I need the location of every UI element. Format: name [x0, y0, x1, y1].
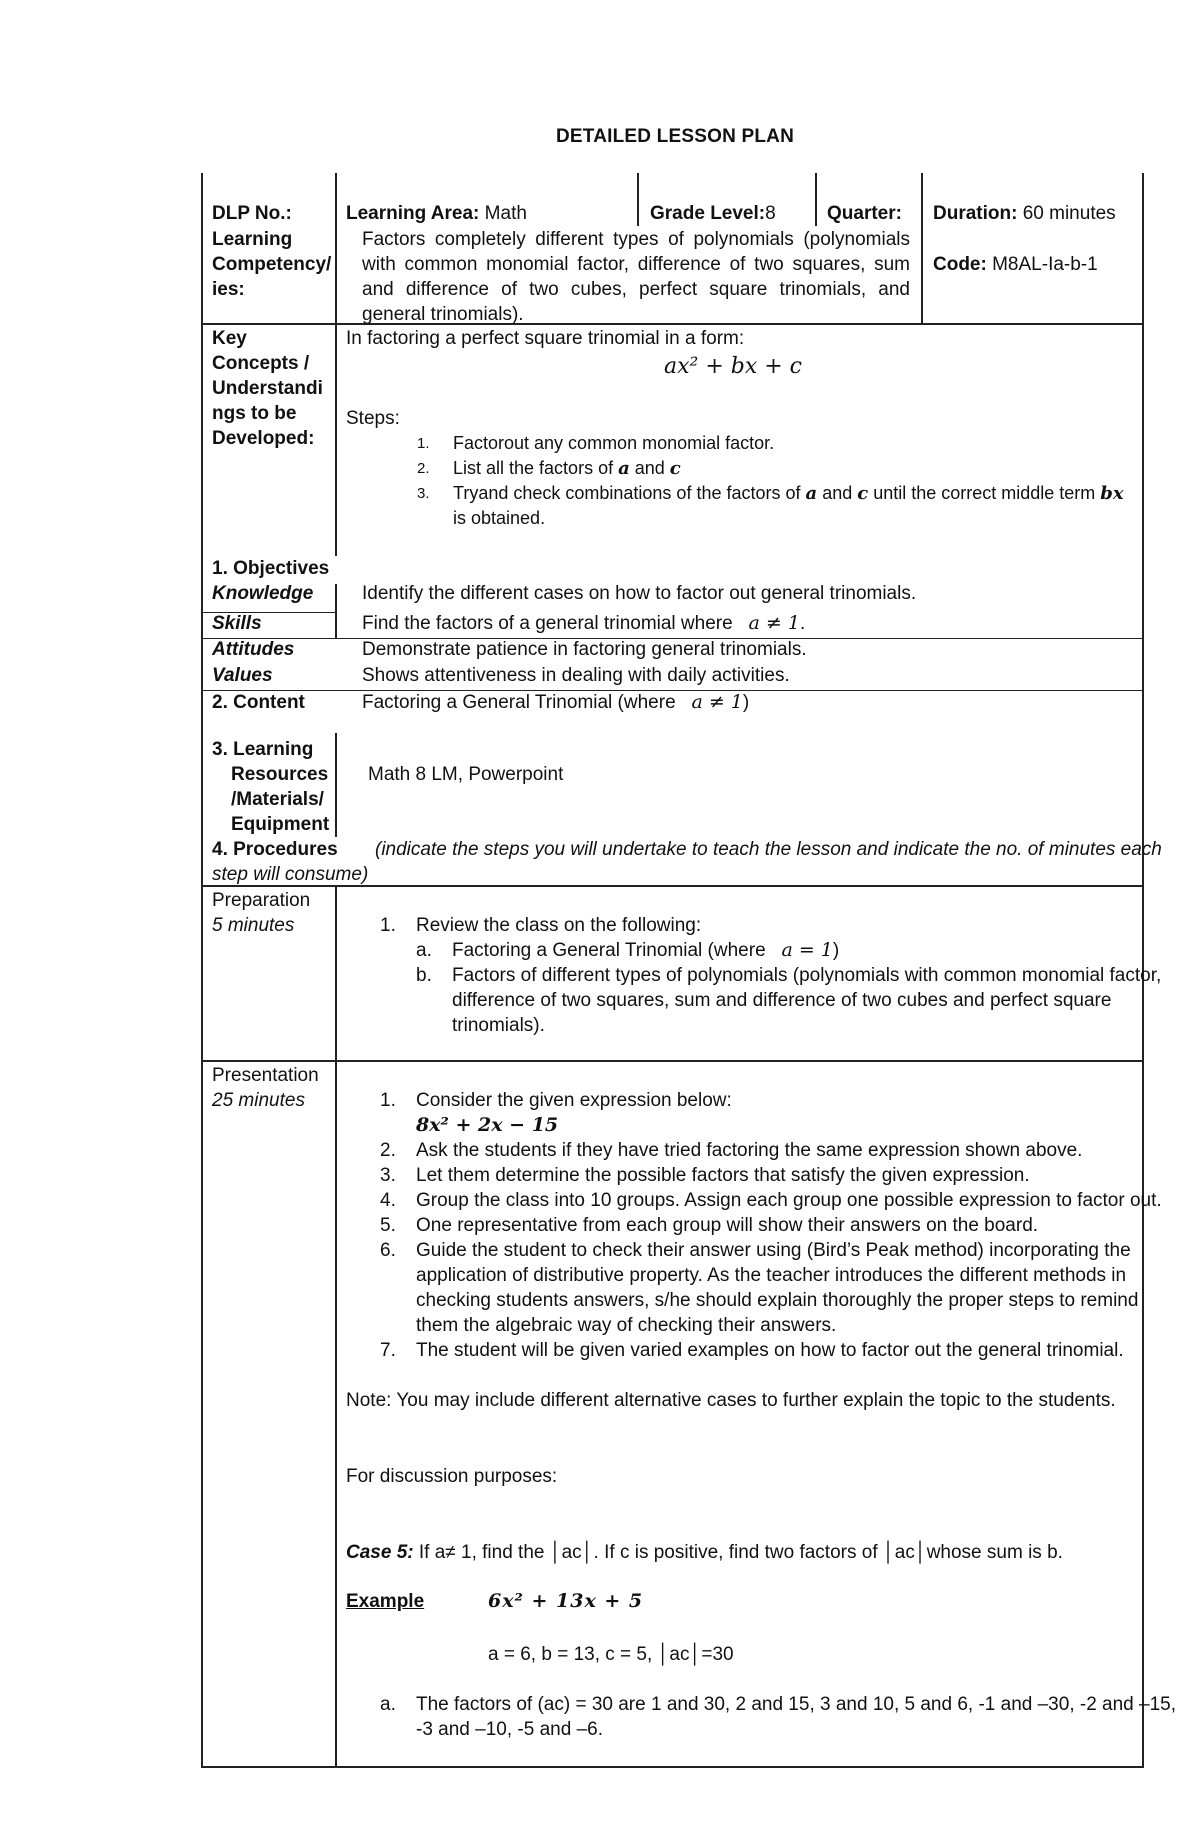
discussion-label: For discussion purposes:	[346, 1466, 558, 1487]
duration-label: Duration:	[933, 203, 1018, 224]
key-concepts-formula: ax² + bx + c	[664, 354, 802, 379]
procedures-note-line2: step will consume)	[212, 864, 369, 885]
preparation-item-num: 1.	[380, 915, 396, 936]
duration-value: 60 minutes	[1022, 203, 1116, 224]
grade-level-value: 8	[765, 203, 776, 224]
content-label: 2. Content	[212, 692, 305, 713]
code-value: M8AL-Ia-b-1	[992, 254, 1098, 275]
column-divider-resources	[335, 733, 337, 837]
table-bottom-border	[201, 1766, 1144, 1768]
column-divider-knowledge	[335, 584, 337, 638]
preparation-sub-a: Factoring a General Trinomial (where a = 1)	[452, 939, 840, 961]
learning-area-label: Learning Area:	[346, 203, 480, 224]
duration	[933, 201, 1116, 226]
column-divider-top	[335, 173, 337, 556]
preparation-time: 5 minutes	[212, 915, 295, 936]
competency-text: Factors completely different types of polynomials (polynomials with common monomial factor, difference of two squares, sum and difference of two cubes, perfect square trinomials, and general trinomials).	[362, 229, 910, 325]
learning-area-value: Math	[484, 203, 527, 224]
factors-marker: a.	[380, 1694, 396, 1715]
factors-text: The factors of (ac) = 30 are 1 and 30, 2 and 15, 3 and 10, 5 and 6, -1 and –30, -2 and –15, -3 and –10, -5 and –6.	[416, 1694, 1177, 1740]
preparation-sub-b-marker: b.	[416, 965, 432, 986]
attitudes-label: Attitudes	[212, 639, 295, 660]
header-divider-grade	[637, 173, 639, 226]
list-item: 3. Tryand check combinations of the factors of a and c until the correct middle term bx	[417, 483, 1124, 504]
key-concepts-steps	[417, 431, 1124, 531]
header-divider-quarter	[815, 173, 817, 226]
code-label: Code:	[933, 254, 987, 275]
quarter-label: Quarter:	[827, 203, 902, 224]
table-left-border	[201, 173, 203, 1768]
preparation-label: Preparation	[212, 890, 311, 911]
procedures-label: 4. Procedures	[212, 839, 338, 860]
dlp-no-label: DLP No.:	[212, 203, 292, 224]
grade-level-label: Grade Level:	[650, 203, 766, 224]
row-line-presentation	[201, 1060, 1144, 1062]
header-divider-duration	[921, 173, 923, 325]
key-concepts-intro: In factoring a perfect square trinomial in a form:	[346, 328, 745, 349]
values-text: Shows attentiveness in dealing with daily activities.	[362, 665, 790, 686]
presentation-note: Note: You may include different alternative cases to further explain the topic to the students.	[346, 1390, 1116, 1411]
page-title: DETAILED LESSON PLAN	[556, 126, 794, 147]
steps-label: Steps:	[346, 408, 400, 429]
code	[933, 252, 1098, 277]
list-item-continuation: is obtained.	[453, 508, 546, 528]
attitudes-text: Demonstrate patience in factoring general trinomials.	[362, 639, 807, 660]
case-5: Case 5: If a≠ 1, find the │ac│. If c is positive, find two factors of │ac│whose sum is b.	[346, 1542, 1063, 1563]
knowledge-text: Identify the different cases on how to factor out general trinomials.	[362, 583, 917, 604]
skills-label: Skills	[212, 613, 262, 634]
knowledge-label: Knowledge	[212, 583, 314, 604]
grade-level	[650, 201, 776, 226]
presentation-item-num-1: 1.	[380, 1090, 396, 1111]
preparation-sub-b: Factors of different types of polynomials (polynomials with common monomial factor, difference of two squares, sum and difference of two cubes and perfect square trinomials).	[452, 965, 1162, 1036]
presentation-item-1: Consider the given expression below:	[416, 1090, 732, 1111]
values-label: Values	[212, 665, 273, 686]
learning-area	[346, 201, 527, 226]
example-values: a = 6, b = 13, c = 5, │ac│=30	[488, 1644, 734, 1665]
presentation-label: Presentation	[212, 1065, 319, 1086]
resources-label: 3. Learning Resources /Materials/ Equipment	[212, 739, 330, 835]
objectives-heading: 1. Objectives	[212, 558, 330, 579]
key-concepts-label: Key Concepts / Understandi ngs to be Developed:	[212, 328, 323, 449]
competency-label: Learning Competency/ ies:	[212, 229, 332, 300]
list-item: 2. List all the factors of a and c	[417, 458, 681, 479]
example-label: Example	[346, 1591, 425, 1612]
preparation-sub-a-marker: a.	[416, 940, 432, 961]
presentation-expression: 8x² + 2x − 15	[416, 1114, 559, 1136]
content-text: Factoring a General Trinomial (where a ≠ 1)	[362, 691, 750, 713]
procedures-note-line1: (indicate the steps you will undertake to teach the lesson and indicate the no. of minutes each	[375, 839, 1162, 860]
preparation-item-1: Review the class on the following:	[416, 915, 702, 936]
example-expression: 6x² + 13x + 5	[488, 1590, 644, 1612]
column-divider-procedures	[335, 886, 337, 1768]
list-item: 1. Factorout any common monomial factor.	[417, 433, 775, 453]
skills-text: Find the factors of a general trinomial where a ≠ 1.	[362, 612, 806, 634]
presentation-time: 25 minutes	[212, 1090, 305, 1111]
resources-text: Math 8 LM, Powerpoint	[368, 764, 564, 785]
